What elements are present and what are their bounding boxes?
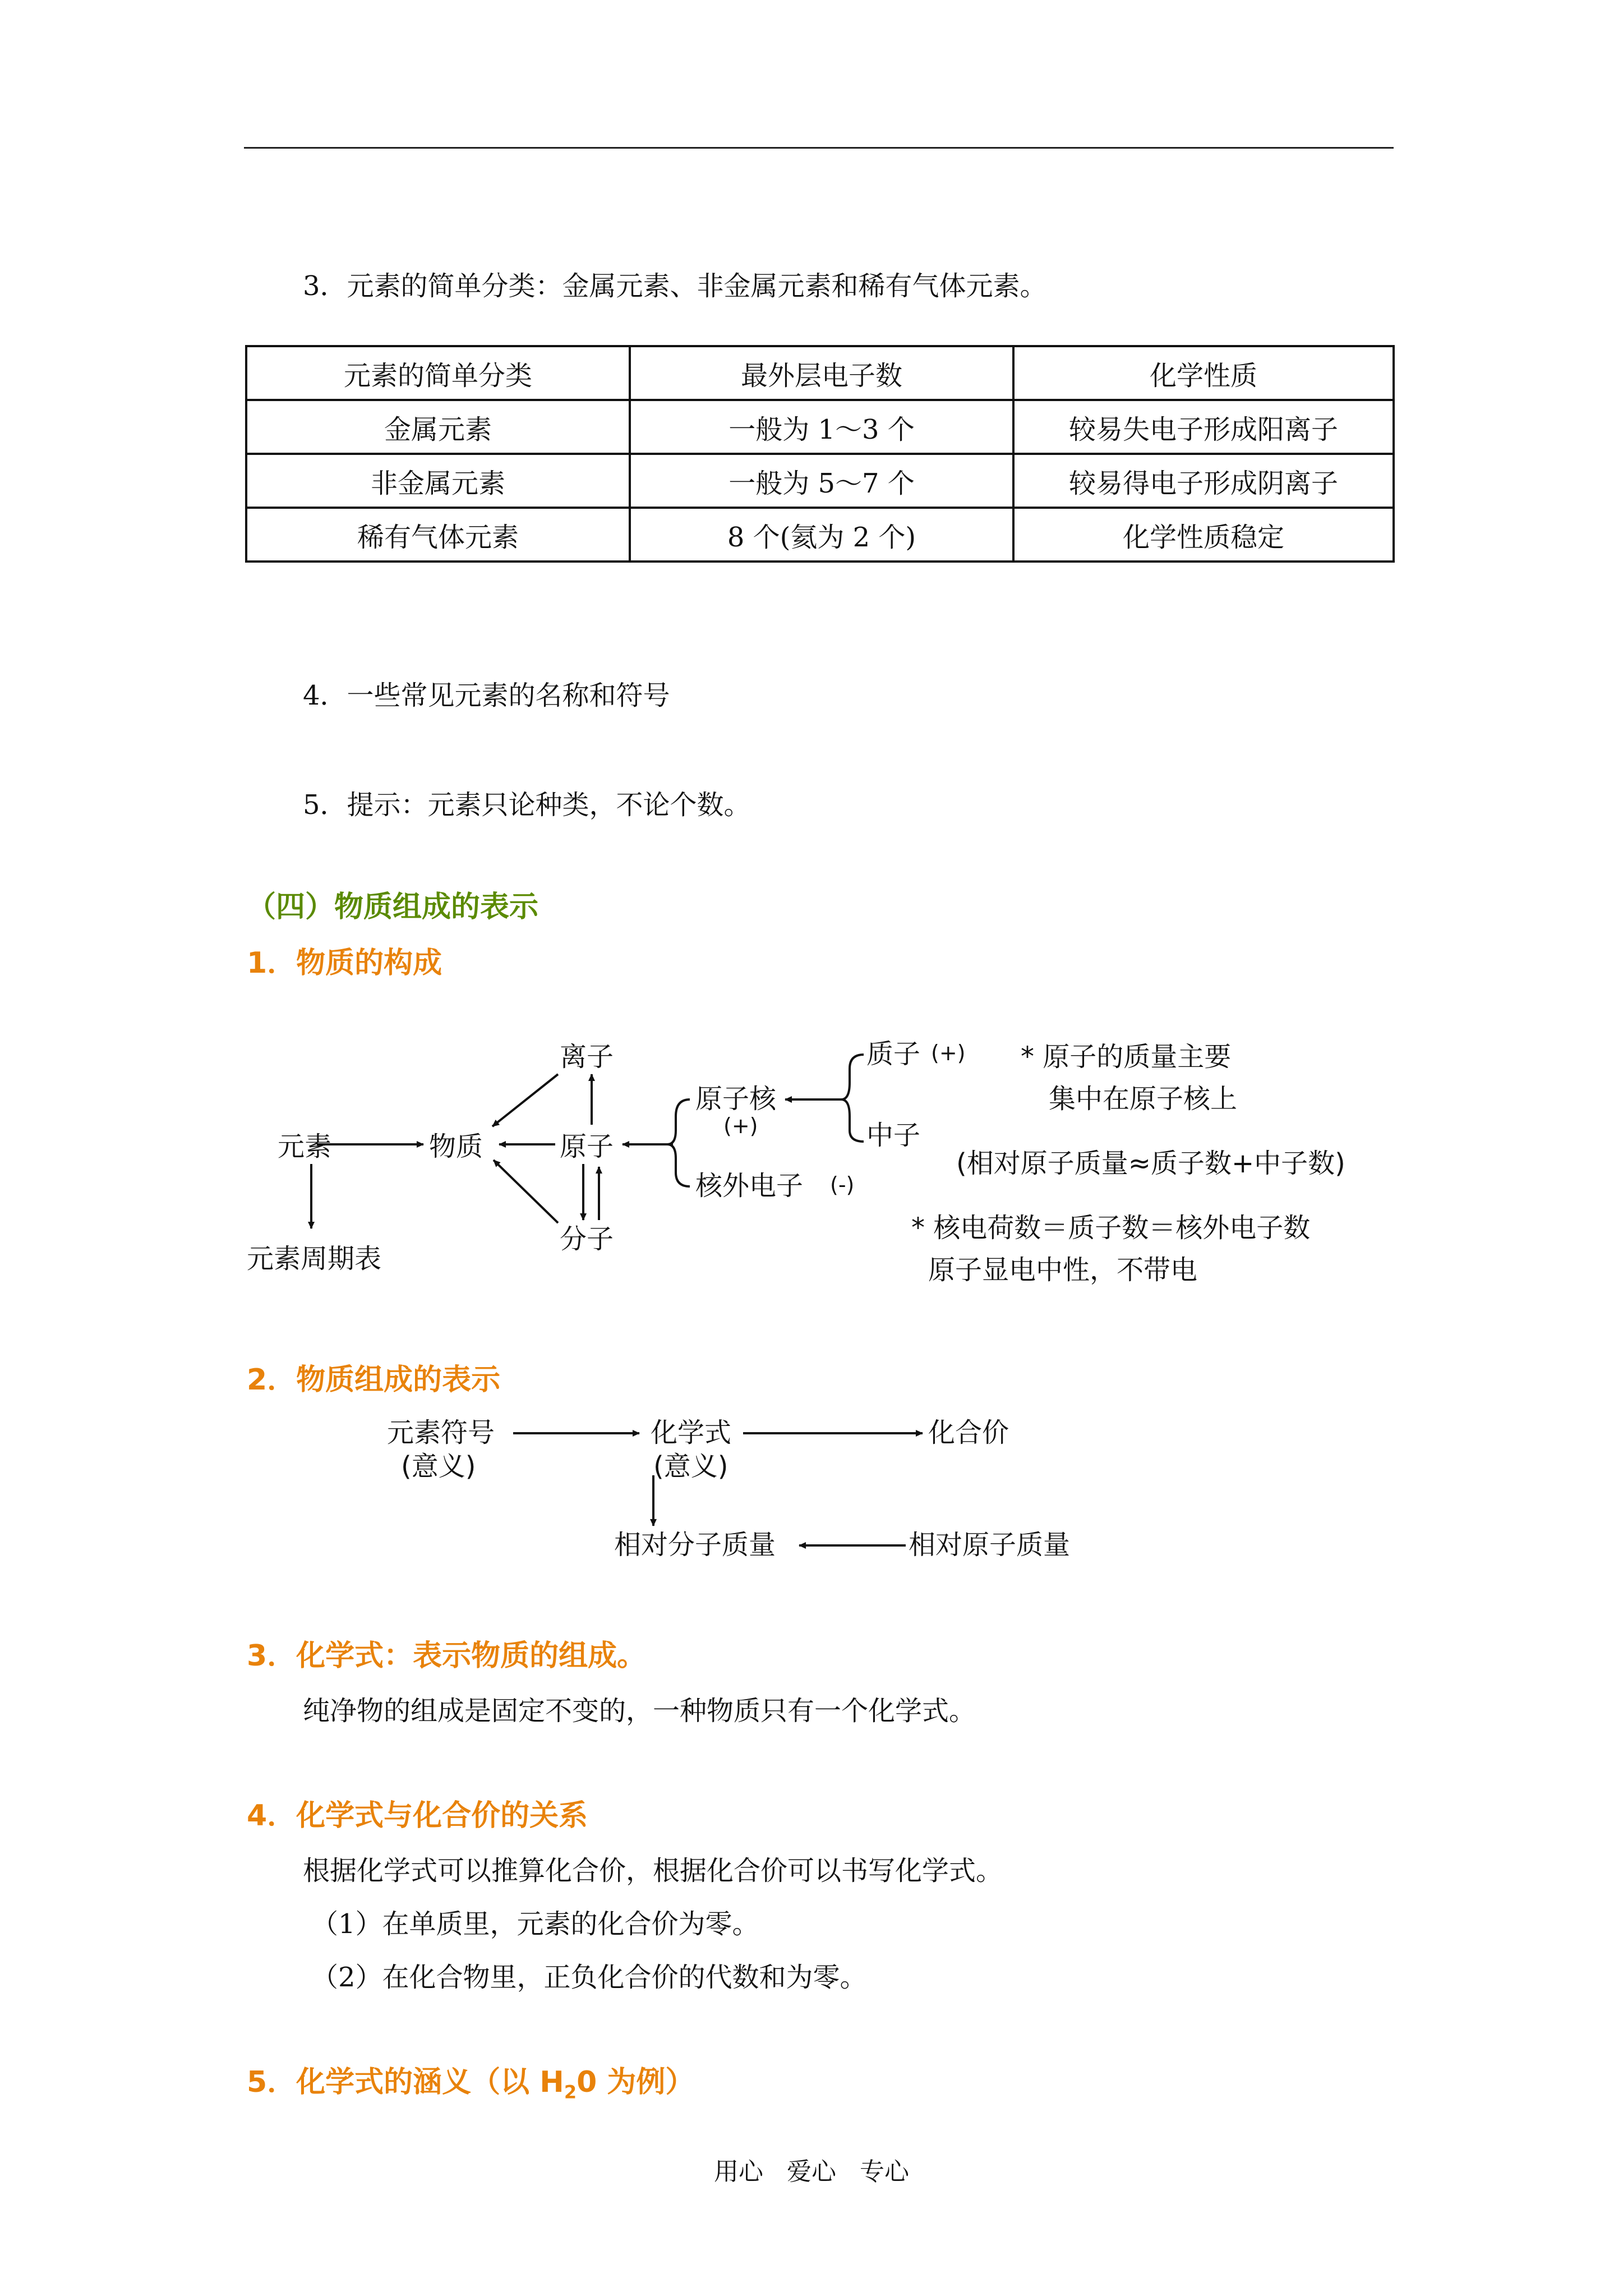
note-charge-line1: * 核电荷数＝质子数＝核外电子数 [911, 1212, 1311, 1244]
electron-charge: (-) [830, 1172, 855, 1197]
nucleus-charge: (+) [723, 1114, 758, 1138]
list-item: （1）在单质里，元素的化合价为零。 [311, 1908, 759, 1940]
table-header-cell: 最外层电子数 [630, 346, 1013, 400]
node-periodic-table: 元素周期表 [247, 1243, 382, 1274]
heading-3: 3．化学式：表示物质的组成。 [247, 1639, 647, 1673]
heading-4: 4．化学式与化合价的关系 [247, 1799, 588, 1833]
node-electron: 核外电子 [695, 1170, 804, 1202]
heading-3-body: 纯净物的组成是固定不变的，一种物质只有一个化学式。 [303, 1695, 976, 1727]
node-fenzi: 分子 [560, 1223, 614, 1255]
table-cell: 稀有气体元素 [246, 508, 630, 562]
heading-5 [247, 2064, 694, 2110]
table-cell: 较易得电子形成阴离子 [1013, 454, 1394, 508]
proton-charge: (+) [931, 1041, 966, 1065]
node-neutron: 中子 [866, 1120, 921, 1151]
heading-4-body: 根据化学式可以推算化合价，根据化合价可以书写化学式。 [303, 1855, 1003, 1887]
node-wuzhi: 物质 [429, 1131, 483, 1162]
node-element-symbol: 元素符号 [387, 1417, 495, 1448]
part-4-heading: （四）物质组成的表示 [247, 890, 539, 924]
table-cell: 一般为 1～3 个 [630, 400, 1013, 454]
note-mass-line1: * 原子的质量主要 [1021, 1041, 1232, 1073]
node-relative-molecular-mass: 相对分子质量 [614, 1529, 776, 1561]
node-nucleus: 原子核 [695, 1083, 777, 1115]
table-cell: 一般为 5～7 个 [630, 454, 1013, 508]
note-charge-line2: 原子显电中性，不带电 [928, 1254, 1198, 1286]
section-3-text: 3．元素的简单分类：金属元素、非金属元素和稀有气体元素。 [303, 270, 1047, 302]
node-relative-atomic-mass: 相对原子质量 [909, 1529, 1071, 1561]
heading-5-prefix: 5．化学式的涵义（以 H [247, 2065, 564, 2099]
node-valence: 化合价 [928, 1417, 1009, 1448]
table-cell: 化学性质稳定 [1013, 508, 1394, 562]
table-cell: 8 个(氦为 2 个) [630, 508, 1013, 562]
table-cell: 较易失电子形成阳离子 [1013, 400, 1394, 454]
node-proton: 质子 [866, 1038, 921, 1070]
page-footer: 用心 爱心 专心 [714, 2157, 909, 2186]
node-yuanzi: 原子 [560, 1131, 614, 1162]
node-yuansu: 元素 [278, 1131, 332, 1162]
heading-5-subscript: 2 [564, 2081, 577, 2103]
heading-5-suffix: 0 为例） [577, 2065, 695, 2099]
note-mass-line2: 集中在原子核上 [1049, 1083, 1238, 1115]
note-relative-mass: (相对原子质量≈质子数+中子数) [956, 1148, 1345, 1179]
heading-2: 2．物质组成的表示 [247, 1363, 501, 1397]
node-meaning-2: (意义) [653, 1451, 728, 1482]
node-chemical-formula: 化学式 [651, 1417, 732, 1448]
table-cell: 非金属元素 [246, 454, 630, 508]
table-cell: 金属元素 [246, 400, 630, 454]
table-header-cell: 化学性质 [1013, 346, 1394, 400]
section-5-text: 5．提示：元素只论种类，不论个数。 [303, 789, 751, 821]
heading-1: 1．物质的构成 [247, 946, 442, 980]
node-meaning-1: (意义) [401, 1451, 476, 1482]
list-item: （2）在化合物里，正负化合价的代数和为零。 [311, 1962, 867, 1993]
section-4-text: 4．一些常见元素的名称和符号 [303, 680, 670, 711]
node-lizi: 离子 [560, 1041, 614, 1073]
table-header-cell: 元素的简单分类 [246, 346, 630, 400]
